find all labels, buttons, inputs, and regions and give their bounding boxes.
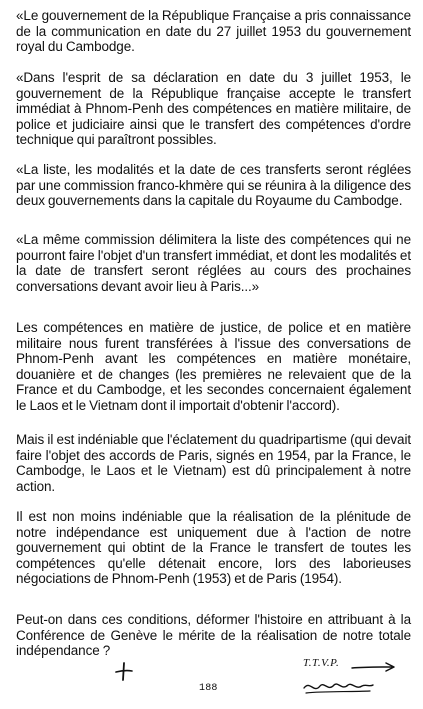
paragraph-commission: «La liste, les modalités et la date de ces transferts seront réglées par une commission franco-khmère qui se réunira à la diligence des deux gouvernements dans la capitale du Royaume du Cambodge. [16,162,411,209]
paragraph-transferred-competences: Les compétences en matière de justice, de police et en matière militaire nous furent transférées à l'issue des conversations de Phnom-Penh avant les compétences en matière monétaire, douanière et de changes (les premières ne relevaient que de la France et du Cambodge, et les secondes concernaient également le Laos et le Vietnam dont il importait d'obtenir l'accord). [16,320,411,413]
paragraph-geneva-question: Peut-on dans ces conditions, déformer l'histoire en attribuant à la Conférence de Genève le mérite de la réalisation de notre totale indépendance ? [16,612,411,659]
handwritten-cross-icon [112,660,136,684]
paragraph-transfer-acceptance: «Dans l'esprit de sa déclaration en date du 3 juillet 1953, le gouvernement de la République française accepte le transfert immédiat à Phnom-Penh des compétences en matière militaire, de police et judiciaire ainsi que le transfert des compétences d'ordre technique qui paraîtront possibles. [16,70,411,148]
paragraph-quadripartism: Mais il est indéniable que l'éclatement du quadripartisme (qui devait faire l'objet des accords de Paris, signés en 1954, par la France, le Cambodge, le Laos et le Vietnam) est dû principalement à notre action. [16,432,411,494]
page-number: 188 [199,683,218,694]
signature-icon [300,676,376,698]
paragraph-french-communication: «Le gouvernement de la République Française a pris connaissance de la communication en date du 27 juillet 1953 du gouvernement royal du Cambodge. [16,8,411,55]
handwritten-initials: T.T.V.P. [303,657,340,669]
arrow-right-icon [350,660,398,674]
paragraph-competence-list: «La même commission délimitera la liste des compétences qui ne pourront faire l'objet d'un transfert immédiat, et dont les modalités et la date de transfert seront réglées au cours des prochaines conversations devant avoir lieu à Paris...» [16,232,411,294]
paragraph-independence: Il est non moins indéniable que la réalisation de la plénitude de notre indépendance est uniquement due à l'action de notre gouvernement qui obtint de la France le transfert de toutes les compétences qu'elle détenait encore, lors des laborieuses négociations de Phnom-Penh (1953) et de Paris (1954). [16,509,411,587]
